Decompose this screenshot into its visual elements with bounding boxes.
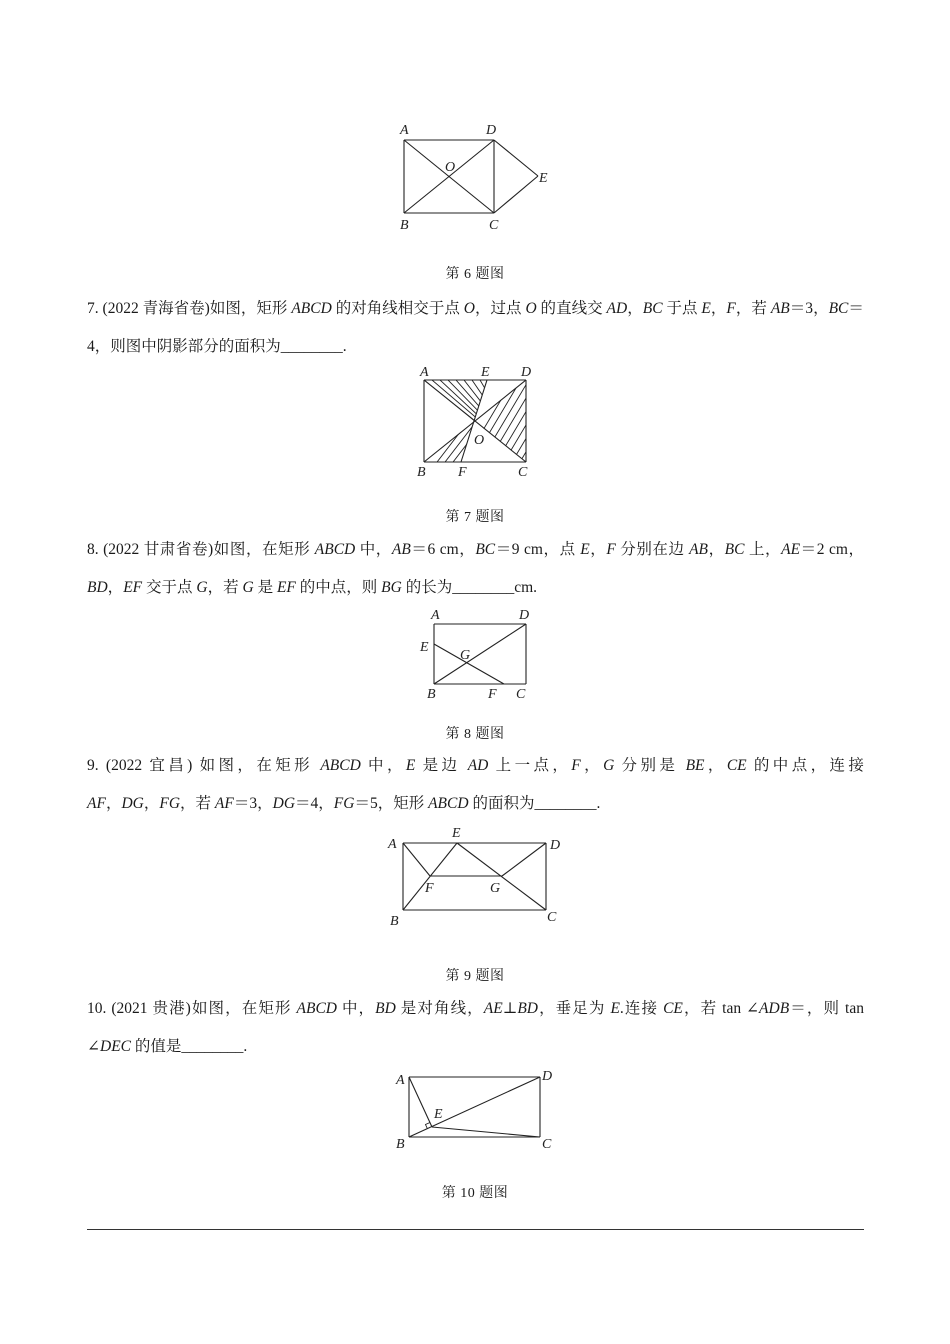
label-C: C xyxy=(489,218,499,233)
label-F: F xyxy=(458,465,467,480)
figure-7-diagram xyxy=(410,362,550,487)
question-7: 7. (2022 青海省卷)如图，矩形 ABCD 的对角线相交于点 O，过点 O 的直线交 AD，BC 于点 E，F，若 AB＝3，BC＝4，则图中阴影部分的面积为________. xyxy=(87,300,864,355)
label-E: E xyxy=(452,826,461,841)
question-9-line-2: AF，DG，FG，若 AF＝3，DG＝4，FG＝5，矩形 ABCD 的面积为________. xyxy=(87,795,601,812)
figure-10-caption: 第 10 题图 xyxy=(441,1186,509,1201)
label-B: B xyxy=(396,1137,405,1152)
label-A: A xyxy=(420,365,429,380)
label-A: A xyxy=(396,1073,405,1088)
label-C: C xyxy=(518,465,528,480)
shaded-region-right xyxy=(464,378,570,462)
label-C: C xyxy=(542,1137,552,1152)
label-D: D xyxy=(542,1069,553,1084)
label-G: G xyxy=(490,881,501,896)
footer-divider xyxy=(87,1229,864,1230)
figure-8-diagram xyxy=(415,605,545,705)
question-9-line-1: 9. (2022 宜昌) 如图，在矩形 ABCD 中，E 是边 AD 上一点，F，G 分别是 BE，CE 的中点，连接 xyxy=(87,757,864,774)
label-D: D xyxy=(519,608,530,623)
label-C: C xyxy=(547,910,557,925)
figure-8-caption: 第 8 题图 xyxy=(445,727,505,742)
label-F: F xyxy=(425,881,434,896)
label-D: D xyxy=(550,838,561,853)
label-F: F xyxy=(488,687,497,702)
figure-6-diagram xyxy=(380,118,560,238)
label-D: D xyxy=(521,365,532,380)
label-E: E xyxy=(420,640,429,655)
label-B: B xyxy=(417,465,426,480)
label-B: B xyxy=(400,218,409,233)
figure-9-caption: 第 9 题图 xyxy=(445,969,505,984)
label-G: G xyxy=(460,648,471,663)
figure-10-diagram xyxy=(385,1062,565,1162)
question-8: 8. (2022 甘肃省卷)如图，在矩形 ABCD 中，AB＝6 cm，BC＝9 cm，点 E，F 分别在边 AB，BC 上，AE＝2 cm，BD，EF 交于点 G，若 G 是 EF 的中点，则 BG 的长为________cm. xyxy=(87,541,864,596)
label-E: E xyxy=(434,1107,443,1122)
label-O: O xyxy=(445,160,456,175)
figure-8 xyxy=(415,605,545,705)
question-10: 10. (2021 贵港)如图，在矩形 ABCD 中，BD 是对角线，AE⊥BD，垂足为 E.连接 CE，若 tan ∠ADB＝，则 tan ∠DEC 的值是________. xyxy=(87,1000,864,1055)
label-E: E xyxy=(539,171,548,186)
label-C: C xyxy=(516,687,526,702)
label-A: A xyxy=(431,608,440,623)
label-B: B xyxy=(390,914,399,929)
figure-7-caption: 第 7 题图 xyxy=(445,510,505,525)
figure-6-caption: 第 6 题图 xyxy=(445,267,505,282)
label-B: B xyxy=(427,687,436,702)
figure-9-diagram xyxy=(380,822,570,932)
label-O: O xyxy=(474,433,485,448)
figure-7 xyxy=(410,362,550,487)
figure-6 xyxy=(380,118,560,238)
label-E: E xyxy=(481,365,490,380)
label-A: A xyxy=(388,837,397,852)
label-A: A xyxy=(400,123,409,138)
label-D: D xyxy=(486,123,497,138)
figure-9 xyxy=(380,822,570,932)
figure-10 xyxy=(385,1062,565,1162)
